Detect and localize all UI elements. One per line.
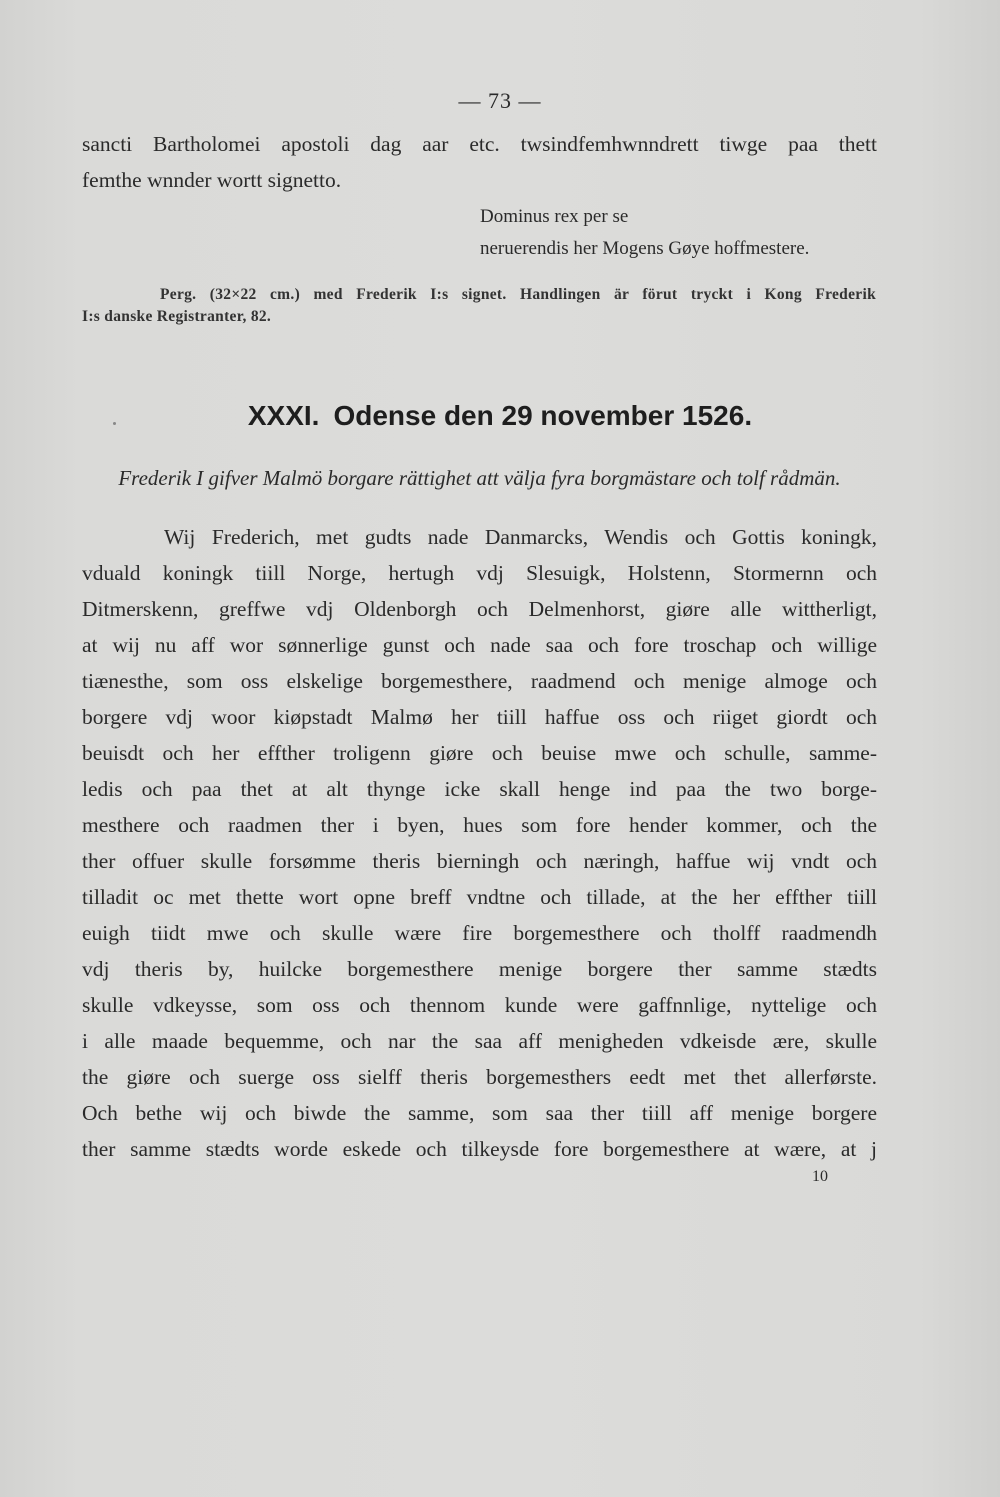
body-line: at wij nu aff wor sønnerlige gunst och nade saa och fore troschap och willige xyxy=(82,633,877,657)
document-heading xyxy=(0,400,1000,432)
body-line: mesthere och raadmen ther i byen, hues som fore hender kommer, och the xyxy=(82,813,877,837)
body-line: borgere vdj woor kiøpstadt Malmø her tiill haffue oss och riiget giordt och xyxy=(82,705,877,729)
body-line: ledis och paa thet at alt thynge icke skall henge ind paa the two borge- xyxy=(82,777,877,801)
body-line: Och bethe wij och biwde the samme, som saa ther tiill aff menige borgere xyxy=(82,1101,877,1125)
body-line: vduald koningk tiill Norge, hertugh vdj Slesuigk, Holstenn, Stormernn och xyxy=(82,561,877,585)
body-line: ther samme stædts worde eskede och tilkeysde fore borgemesthere at wære, at j xyxy=(82,1137,877,1161)
document-title: Odense den 29 november 1526. xyxy=(333,400,753,431)
signature-line: neruerendis her Mogens Gøye hoffmestere. xyxy=(480,238,810,259)
body-line: ther offuer skulle forsømme theris bierningh och næringh, haffue wij vndt och xyxy=(82,849,877,873)
body-line: beuisdt och her effther troligenn giøre och beuise mwe och schulle, samme- xyxy=(82,741,877,765)
body-line: tilladit oc met thette wort opne breff vndtne och tillade, at the her effther tiill xyxy=(82,885,877,909)
body-line: the giøre och suerge oss sielff theris borgemesthers eedt met thet allerførste. xyxy=(82,1065,877,1089)
body-line: i alle maade bequemme, och nar the saa aff menigheden vdkeisde ære, skulle xyxy=(82,1029,877,1053)
signature-line: Dominus rex per se xyxy=(480,206,629,227)
body-line: tiænesthe, som oss elskelige borgemesthere, raadmend och menige almoge och xyxy=(82,669,877,693)
body-line: euigh tiidt mwe och skulle wære fire borgemesthere och tholff raadmendh xyxy=(82,921,877,945)
sheet-signature-mark: 10 xyxy=(812,1168,828,1185)
document-number: XXXI. xyxy=(247,400,320,431)
preceding-text-line: femthe wnnder wortt signetto. xyxy=(82,168,342,192)
body-line: vdj theris by, huilcke borgemesthere menige borgere ther samme stædts xyxy=(82,957,877,981)
body-line: Ditmerskenn, greffwe vdj Oldenborgh och Delmenhorst, giøre alle wittherligt, xyxy=(82,597,877,621)
source-note-line: I:s danske Registranter, 82. xyxy=(82,308,272,325)
preceding-text-line: sancti Bartholomei apostoli dag aar etc. twsindfemhwnndrett tiwge paa thett xyxy=(82,132,877,156)
page-number: — 73 — xyxy=(458,88,542,113)
source-note-line: Perg. (32×22 cm.) med Frederik I:s signet. Handlingen är förut tryckt i Kong Frederik xyxy=(160,286,876,303)
body-line: skulle vdkeysse, som oss och thennom kunde were gaffnnlige, nyttelige och xyxy=(82,993,877,1017)
body-line: Wij Frederich, met gudts nade Danmarcks, Wendis och Gottis koningk, xyxy=(164,525,877,549)
document-summary: Frederik I gifver Malmö borgare rättighet att välja fyra borgmästare och tolf rådmän. xyxy=(118,466,841,490)
